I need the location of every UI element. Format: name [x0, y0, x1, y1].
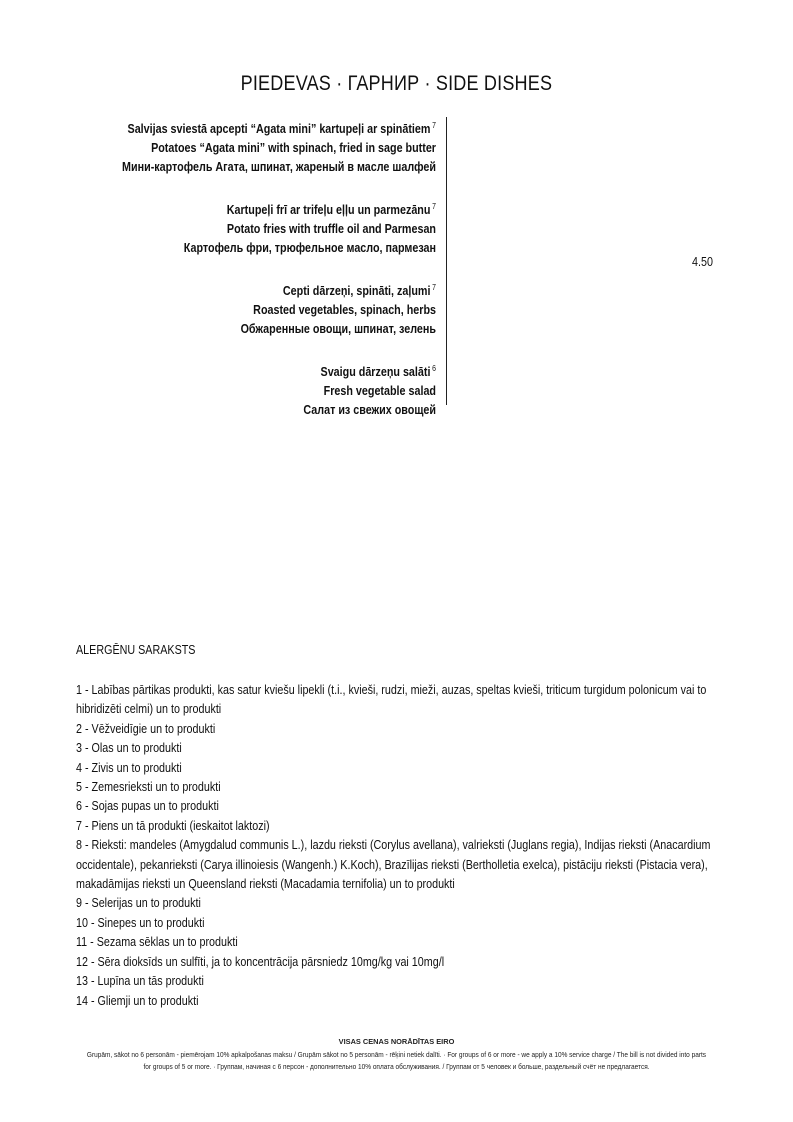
- allergen-ref: 6: [432, 364, 436, 373]
- dish-name-ru: Мини-картофель Агата, шпинат, жареный в масле шалфей: [122, 160, 437, 174]
- dish-name-ru: Картофель фри, трюфельное масло, пармезан: [183, 241, 436, 255]
- allergen-item: 3 - Olas un to produkti: [76, 741, 182, 756]
- allergen-list: [76, 681, 728, 1011]
- allergen-item: 14 - Gliemji un to produkti: [76, 993, 199, 1008]
- dish-name-en: Potato fries with truffle oil and Parmesan: [226, 222, 436, 236]
- dish-name-en: Fresh vegetable salad: [323, 384, 436, 398]
- dish-name-ru: Обжаренные овощи, шпинат, зелень: [240, 322, 436, 336]
- allergen-ref: 7: [432, 121, 436, 130]
- allergen-item: 8 - Rieksti: mandeles (Amygdalud communis L.), lazdu rieksti (Corylus avellana), valrieksti (Juglans regia), Indijas rieksti (Anacardium occidentale), pekanrieksti (Carya illinoiesis (Wangenh.) K.Koch), Brazīlijas rieksti (Bertholletia exelca), pistāciju rieksti (Pistacia vera), makadāmijas rieksti un Queensland rieksti (Macadamia ternifolia) un to produkti: [76, 838, 711, 892]
- dish-name-lv: Salvijas sviestā apcepti “Agata mini” kartupeļi ar spinātiem: [127, 122, 431, 136]
- dish-name-ru: Салат из свежих овощей: [303, 403, 436, 417]
- currency-note: VISAS CENAS NORĀDĪTAS EIRO: [338, 1037, 455, 1046]
- allergen-item: 12 - Sēra dioksīds un sulfīti, ja to koncentrācija pārsniedz 10mg/kg vai 10mg/l: [76, 954, 445, 969]
- dish-name-lv: Cepti dārzeņi, spināti, zaļumi: [282, 284, 431, 298]
- dish-name-en: Roasted vegetables, spinach, herbs: [253, 303, 436, 317]
- allergen-item: 5 - Zemesrieksti un to produkti: [76, 780, 221, 795]
- allergen-heading: ALERGĒNU SARAKSTS: [76, 643, 196, 657]
- dish-name-lv: Svaigu dārzeņu salāti: [320, 365, 431, 379]
- allergen-ref: 7: [432, 283, 436, 292]
- allergen-ref: 7: [432, 202, 436, 211]
- allergen-item: 4 - Zivis un to produkti: [76, 760, 182, 775]
- allergen-item: 9 - Selerijas un to produkti: [76, 896, 201, 911]
- allergen-item: 10 - Sinepes un to produkti: [76, 915, 205, 930]
- dish-item: [40, 359, 436, 420]
- allergen-item: 2 - Vēžveidīgie un to produkti: [76, 721, 216, 736]
- footer: [40, 1036, 753, 1074]
- allergen-item: 7 - Piens un tā produkti (ieskaitot laktozi): [76, 818, 270, 833]
- price: 4.50: [692, 255, 713, 269]
- page-title: PIEDEVAS · ГАРНИР · SIDE DISHES: [240, 72, 553, 95]
- dish-item: [40, 116, 436, 177]
- side-dishes-list: [40, 116, 436, 440]
- dish-name-en: Potatoes “Agata mini” with spinach, fried in sage butter: [151, 141, 436, 155]
- dish-item: [40, 197, 436, 258]
- dish-item: [40, 278, 436, 339]
- allergen-item: 6 - Sojas pupas un to produkti: [76, 799, 219, 814]
- allergen-item: 13 - Lupīna un tās produkti: [76, 974, 204, 989]
- allergen-item: 11 - Sezama sēklas un to produkti: [76, 935, 238, 950]
- allergen-item: 1 - Labības pārtikas produkti, kas satur kviešu lipekli (t.i., kvieši, rudzi, mieži, auzas, speltas kvieši, triticum turgidum polonicum vai to hibridizēti celmi) un to produkti: [76, 683, 707, 717]
- dish-name-lv: Kartupeļi frī ar trifeļu eļļu un parmezānu: [226, 203, 431, 217]
- vertical-divider: [446, 117, 447, 405]
- service-charge-note: Grupām, sākot no 6 personām - piemērojam 10% apkalpošanas maksu / Grupām sākot no 5 personām - rēķini netiek dalīti. · For groups of 6 or more - we apply a 10% service charge / The bill is not divided into parts for groups of 5 or more. · Группам, начиная с 6 персон - дополнительно 10% оплата обслуживания. / Группам от 5 человек и больше, раздельный счёт не предлагается.: [86, 1049, 707, 1071]
